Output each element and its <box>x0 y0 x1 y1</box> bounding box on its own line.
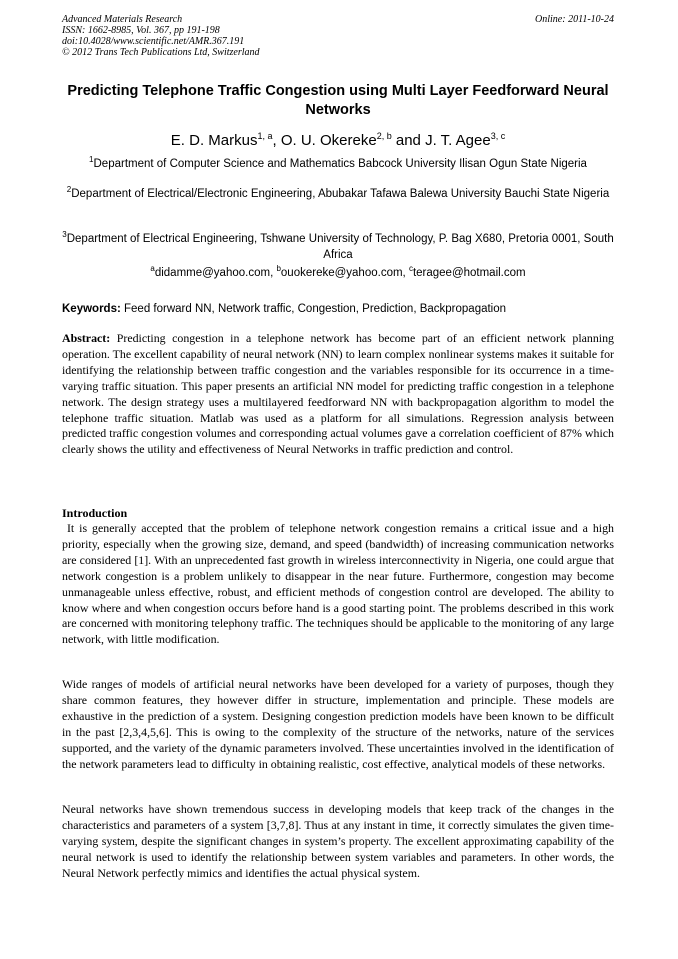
email-list: $^a$didamme@yahoo.com, $^b$ouokereke@yahoo.com, $^c$teragee@hotmail.com <box>150 264 526 279</box>
email-address: teragee@hotmail.com <box>412 267 526 279</box>
affiliation-text: Department of Electrical/Electronic Engineering, Abubakar Tafawa Balewa University Bauchi State Nigeria <box>71 188 610 200</box>
affiliation-3 <box>62 231 614 263</box>
author-separator: , <box>272 132 281 149</box>
abstract-text: Predicting congestion in a telephone network has become part of an efficient network planning operation. The excellent capability of neural network (NN) to learn complex nonlinear systems makes it suitable for identifying the relationship between traffic congestion and the variables responsible for its occurrence in a time-varying traffic situation. This paper presents an artificial NN model for predicting traffic congestion in a telephone network. The design strategy uses a multilayered feedforward NN with backpropagation algorithm to model the telephone traffic situation. Matlab was used as a platform for all simulations. Regression analysis between predicted traffic congestion volumes and corresponding actual volumes gave a correlation coefficient of 87% which clearly shows the utility and effectiveness of Neural Networks in traffic prediction and control. <box>62 331 614 457</box>
paper-title: Predicting Telephone Traffic Congestion using Multi Layer Feedforward Neural Networks <box>67 83 609 118</box>
journal-name: Advanced Materials Research <box>62 14 183 25</box>
email-address: didamme@yahoo.com <box>154 267 271 279</box>
copyright-line: © 2012 Trans Tech Publications Ltd, Switzerland <box>62 47 260 58</box>
abstract-label: Abstract: <box>62 331 111 345</box>
issn-line: ISSN: 1662-8985, Vol. 367, pp 191-198 <box>62 25 220 36</box>
affiliation-1 <box>62 156 614 172</box>
author-superscript: 2, b <box>376 131 392 141</box>
author-superscript: 1, a <box>257 131 273 141</box>
introduction-paragraph <box>62 521 614 648</box>
introduction-heading: Introduction <box>62 506 128 520</box>
author-list <box>62 131 614 151</box>
keywords-text: Feed forward NN, Network traffic, Congestion, Prediction, Backpropagation <box>124 303 507 315</box>
author-superscript: 3, c <box>490 131 506 141</box>
online-date: Online: 2011-10-24 <box>535 14 614 25</box>
email-superscript: b <box>276 264 281 273</box>
introduction-paragraph: Neural networks have shown tremendous success in developing models that keep track of the changes in the characteristics and parameters of a system [3,7,8]. Thus at any instant in time, it correctly simulates the given time-varying system, despite the significant changes in system’s property. The excellent approximating capability of the neural network is used to identify the relationship between system variables and parameters. In other words, the Neural Network perfectly mimics and identifies the actual physical system. <box>62 802 614 880</box>
affiliation-text: Department of Computer Science and Mathematics Babcock University Ilisan Ogun State Nigeria <box>93 158 587 170</box>
abstract <box>62 331 614 458</box>
doi-line: doi:10.4028/www.scientific.net/AMR.367.191 <box>62 36 245 47</box>
journal-header <box>62 14 614 58</box>
affiliation-text: Department of Electrical Engineering, Tshwane University of Technology, P. Bag X680, Pretoria 0001, South Africa <box>66 233 614 261</box>
affiliation-superscript: 2 <box>66 185 72 194</box>
keywords-label: Keywords: <box>62 303 121 315</box>
paragraph-text: It is generally accepted that the problem of telephone network congestion remains a critical issue and a high priority, especially when the growing size, demand, and speed (bandwidth) of increasing communication networks are considered [1]. With an unprecedented fast growth in wireless interconnectivity in Nigeria, one could argue that network congestion is a problem unlikely to disappear in the near future. Furthermore, congestion may become unmanageable unless effective, robust, and efficient methods of congestion control are developed. The ability to know where and when congestion occurs before hand is a good starting point. The problems described in this work are concerned with monitoring telephony traffic. The techniques should be applicable to the monitoring of any large network, with little modification. <box>62 521 614 647</box>
author-separator: and <box>391 132 426 149</box>
author-name: O. U. Okereke <box>280 132 377 149</box>
author-name: E. D. Markus <box>170 132 258 149</box>
introduction-paragraph: Wide ranges of models of artificial neural networks have been developed for a variety of purposes, though they share common features, they however differ in structure, implementation and principle. These models are exhaustive in the prediction of a system. Designing congestion prediction models have been known to be difficult in the past [2,3,4,5,6]. This is owing to the complexity of the structure of the networks, nature of the services supported, and the variety of the dynamic parameters involved. These uncertainties involved in the identification of the network parameters lead to difficulty in obtaining realistic, cost effective, analytical models of these networks. <box>62 677 614 771</box>
affiliation-superscript: 1 <box>89 155 94 164</box>
affiliation-superscript: 3 <box>62 230 67 239</box>
author-name: J. T. Agee <box>425 132 491 149</box>
email-superscript: c <box>408 264 413 273</box>
email-superscript: a <box>150 264 155 273</box>
email-address: ouokereke@yahoo.com <box>280 267 403 279</box>
keywords <box>62 301 614 317</box>
affiliation-2 <box>62 186 614 202</box>
